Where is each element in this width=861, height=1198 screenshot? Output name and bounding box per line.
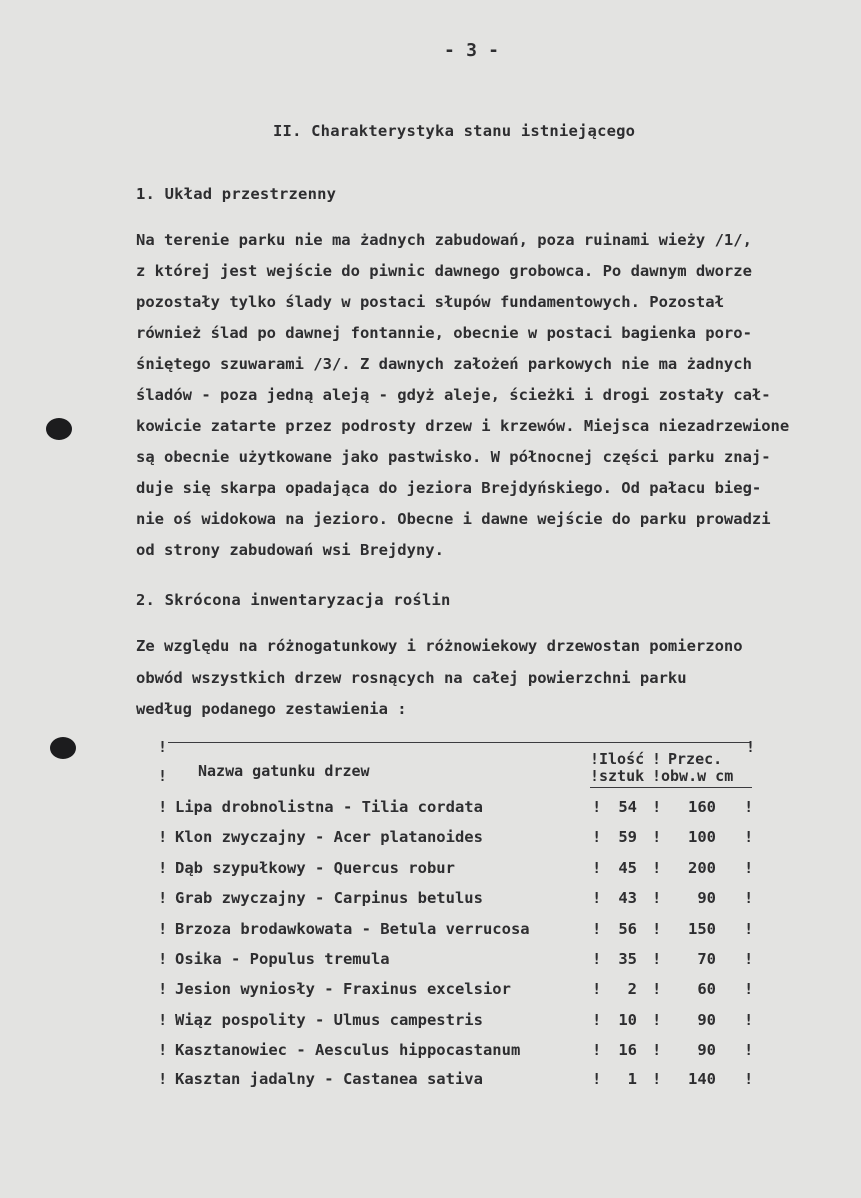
table-row	[0, 828, 861, 858]
row-border: !	[592, 889, 602, 907]
row-border: !	[652, 980, 662, 998]
table-header-rule	[590, 787, 752, 788]
quantity-value: 35	[618, 950, 637, 968]
punch-hole	[46, 418, 72, 440]
row-border: !	[592, 1011, 602, 1029]
header-circumference: Przec.	[668, 750, 723, 768]
text-line: są obecnie użytkowane jako pastwisko. W północnej części parku znaj-	[136, 448, 771, 466]
section-heading: II. Charakterystyka stanu istniejącego	[273, 122, 636, 140]
species-name: Klon zwyczajny - Acer platanoides	[175, 828, 483, 846]
row-border: !	[158, 950, 168, 968]
circumference-value: 60	[697, 980, 716, 998]
circumference-value: 200	[688, 859, 716, 877]
table-border-mark: !	[590, 767, 600, 785]
text-line: według podanego zestawienia :	[136, 700, 407, 718]
text-line: z której jest wejście do piwnic dawnego grobowca. Po dawnym dworze	[136, 262, 752, 280]
page-number: - 3 -	[444, 40, 500, 61]
row-border: !	[592, 1041, 602, 1059]
row-border: !	[744, 859, 754, 877]
row-border: !	[744, 1070, 754, 1088]
text-line: śladów - poza jedną aleją - gdyż aleje, ścieżki i drogi zostały cał-	[136, 386, 771, 404]
row-border: !	[744, 1041, 754, 1059]
quantity-value: 56	[618, 920, 637, 938]
text-line: nie oś widokowa na jezioro. Obecne i dawne wejście do parku prowadzi	[136, 510, 771, 528]
row-border: !	[158, 798, 168, 816]
circumference-value: 90	[697, 1011, 716, 1029]
row-border: !	[592, 798, 602, 816]
row-border: !	[652, 1070, 662, 1088]
header-circumference-unit: obw.w cm	[661, 767, 734, 785]
text-line: pozostały tylko ślady w postaci słupów fundamentowych. Pozostał	[136, 293, 724, 311]
circumference-value: 70	[697, 950, 716, 968]
quantity-value: 1	[627, 1070, 637, 1088]
row-border: !	[158, 920, 168, 938]
row-border: !	[652, 950, 662, 968]
row-border: !	[158, 889, 168, 907]
table-row	[0, 859, 861, 889]
quantity-value: 59	[618, 828, 637, 846]
circumference-value: 150	[688, 920, 716, 938]
row-border: !	[744, 950, 754, 968]
species-name: Kasztanowiec - Aesculus hippocastanum	[175, 1041, 521, 1059]
row-border: !	[744, 828, 754, 846]
row-border: !	[592, 859, 602, 877]
quantity-value: 16	[618, 1041, 637, 1059]
row-border: !	[158, 1041, 168, 1059]
circumference-value: 90	[697, 1041, 716, 1059]
quantity-value: 43	[618, 889, 637, 907]
row-border: !	[652, 798, 662, 816]
table-border-mark: !	[652, 767, 662, 785]
subsection-title-1: 1. Układ przestrzenny	[136, 185, 337, 203]
species-name: Lipa drobnolistna - Tilia cordata	[175, 798, 483, 816]
row-border: !	[158, 828, 168, 846]
row-border: !	[652, 828, 662, 846]
text-line: obwód wszystkich drzew rosnących na całej powierzchni parku	[136, 669, 687, 687]
table-top-rule	[168, 742, 750, 744]
species-name: Osika - Populus tremula	[175, 950, 390, 968]
table-row	[0, 1041, 861, 1071]
row-border: !	[158, 859, 168, 877]
row-border: !	[592, 920, 602, 938]
circumference-value: 140	[688, 1070, 716, 1088]
species-name: Grab zwyczajny - Carpinus betulus	[175, 889, 483, 907]
header-species-name: Nazwa gatunku drzew	[198, 762, 370, 780]
text-line: śniętego szuwarami /3/. Z dawnych założeń parkowych nie ma żadnych	[136, 355, 752, 373]
row-border: !	[592, 1070, 602, 1088]
row-border: !	[158, 1070, 168, 1088]
quantity-value: 45	[618, 859, 637, 877]
species-name: Brzoza brodawkowata - Betula verrucosa	[175, 920, 530, 938]
table-row	[0, 1011, 861, 1041]
row-border: !	[592, 980, 602, 998]
table-border-mark: !	[158, 767, 168, 785]
text-line: Na terenie parku nie ma żadnych zabudowań, poza ruinami wieży /1/,	[136, 231, 752, 249]
row-border: !	[592, 828, 602, 846]
text-line: duje się skarpa opadająca do jeziora Brejdyńskiego. Od pałacu bieg-	[136, 479, 762, 497]
species-name: Wiąz pospolity - Ulmus campestris	[175, 1011, 483, 1029]
row-border: !	[652, 1041, 662, 1059]
table-row	[0, 950, 861, 980]
text-line: Ze względu na różnogatunkowy i różnowiekowy drzewostan pomierzono	[136, 637, 743, 655]
circumference-value: 100	[688, 828, 716, 846]
text-line: również ślad po dawnej fontannie, obecnie w postaci bagienka poro-	[136, 324, 752, 342]
row-border: !	[652, 1011, 662, 1029]
table-border-mark: !	[652, 750, 662, 768]
table-row	[0, 1070, 861, 1100]
table-row	[0, 980, 861, 1010]
species-name: Dąb szypułkowy - Quercus robur	[175, 859, 455, 877]
row-border: !	[652, 889, 662, 907]
quantity-value: 2	[627, 980, 637, 998]
row-border: !	[744, 889, 754, 907]
row-border: !	[652, 859, 662, 877]
header-quantity: Ilość	[599, 750, 645, 768]
table-row	[0, 920, 861, 950]
text-line: kowicie zatarte przez podrosty drzew i krzewów. Miejsca niezadrzewione	[136, 417, 790, 435]
table-border-mark: !	[590, 750, 600, 768]
circumference-value: 160	[688, 798, 716, 816]
row-border: !	[158, 980, 168, 998]
table-row	[0, 798, 861, 828]
row-border: !	[744, 980, 754, 998]
table-row	[0, 889, 861, 919]
species-name: Kasztan jadalny - Castanea sativa	[175, 1070, 483, 1088]
row-border: !	[652, 920, 662, 938]
header-quantity-unit: sztuk	[599, 767, 645, 785]
text-line: od strony zabudowań wsi Brejdyny.	[136, 541, 444, 559]
row-border: !	[744, 798, 754, 816]
row-border: !	[158, 1011, 168, 1029]
table-border-mark: !	[746, 738, 756, 756]
subsection-title-2: 2. Skrócona inwentaryzacja roślin	[136, 591, 451, 609]
circumference-value: 90	[697, 889, 716, 907]
quantity-value: 10	[618, 1011, 637, 1029]
row-border: !	[744, 1011, 754, 1029]
species-name: Jesion wyniosły - Fraxinus excelsior	[175, 980, 511, 998]
row-border: !	[744, 920, 754, 938]
punch-hole	[50, 737, 76, 759]
row-border: !	[592, 950, 602, 968]
table-border-mark: !	[158, 738, 168, 756]
quantity-value: 54	[618, 798, 637, 816]
